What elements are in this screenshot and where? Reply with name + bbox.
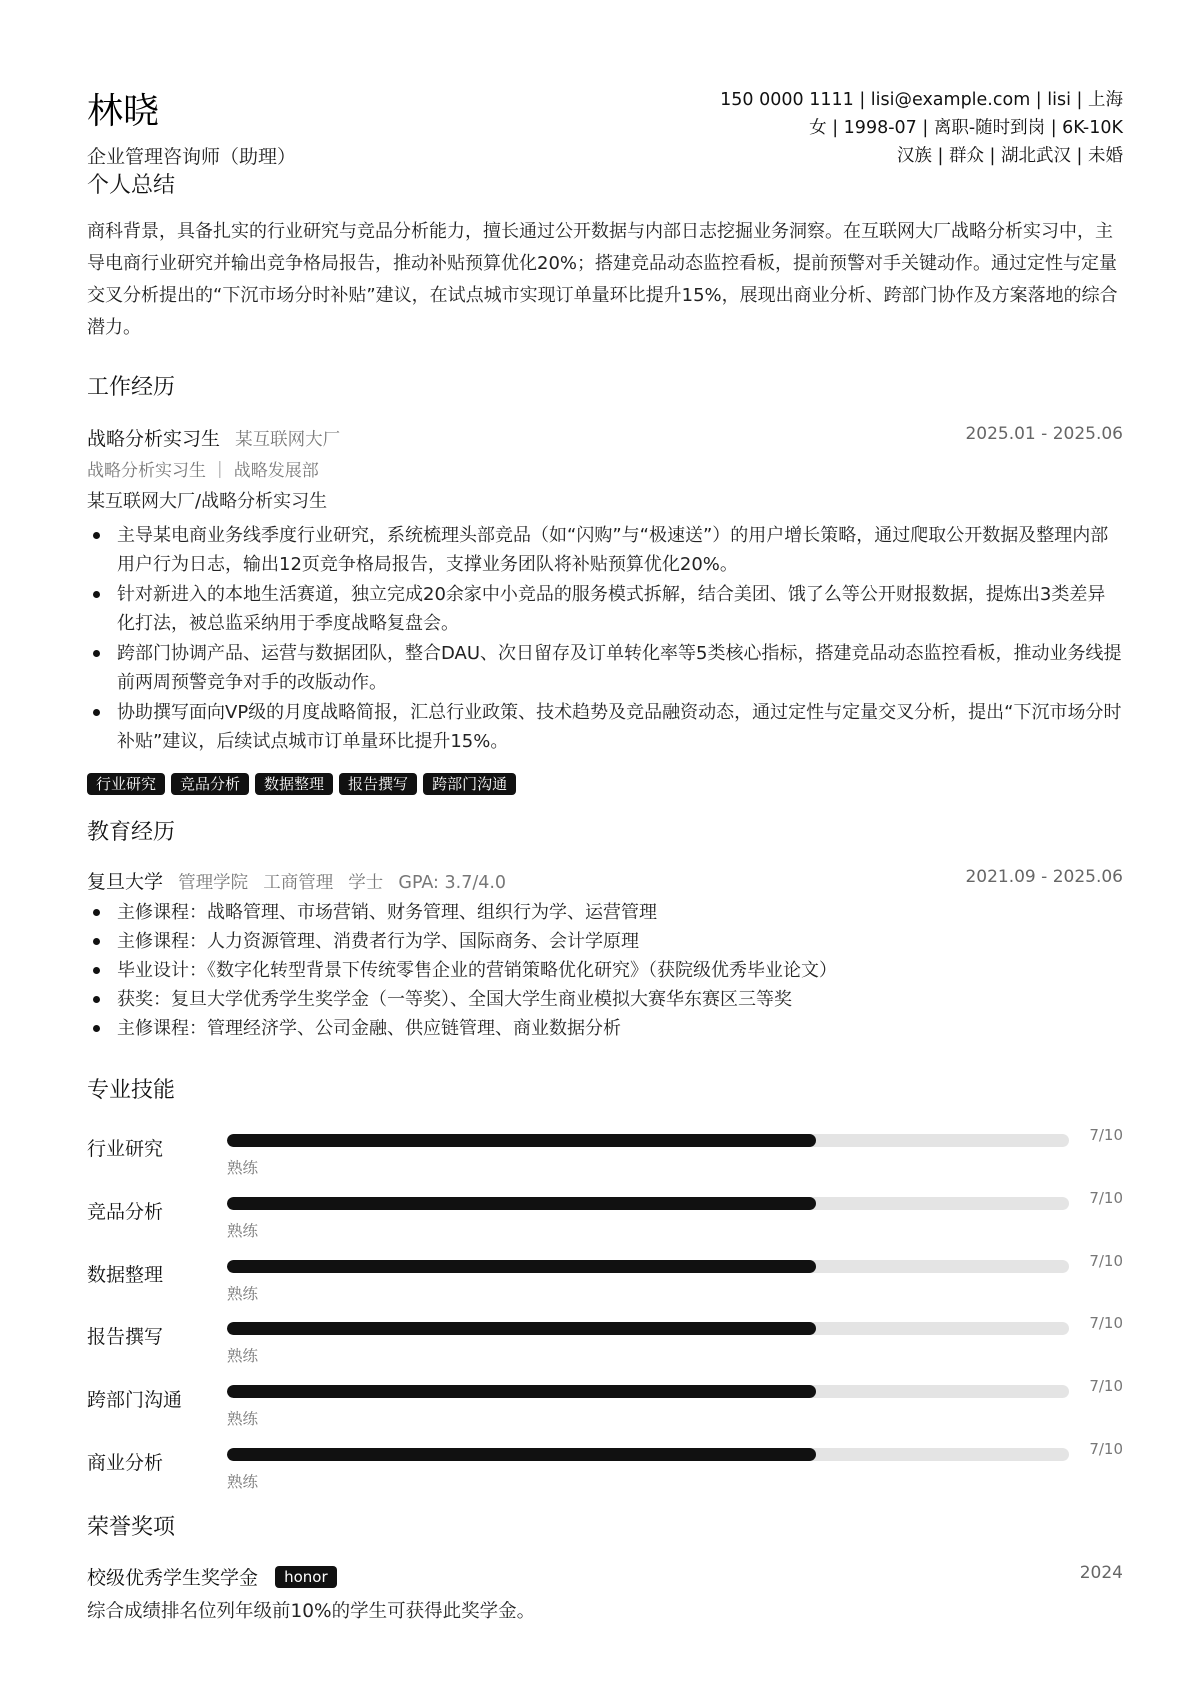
skill-name: 行业研究 (87, 1138, 164, 1160)
tag: 行业研究 (87, 773, 165, 795)
skill-level: 熟练 (227, 1285, 259, 1303)
list-item: 主修课程：管理经济学、公司金融、供应链管理、商业数据分析 (117, 1014, 1123, 1043)
education-dates: 2021.09 - 2025.06 (965, 867, 1123, 887)
skill-bar-fill (227, 1322, 816, 1335)
skill-score: 7/10 (1089, 1189, 1123, 1207)
skill-bar-fill (227, 1448, 816, 1461)
section-title-summary: 个人总结 (87, 173, 176, 198)
job-tags (87, 773, 516, 795)
education-header (87, 867, 1123, 894)
contact-line: 150 0000 1111 | lisi@example.com | lisi | 上海 (720, 90, 1123, 110)
skill-score: 7/10 (1089, 1252, 1123, 1270)
skill-level: 熟练 (227, 1347, 259, 1365)
degree: 学士 (348, 873, 384, 893)
skill-score: 7/10 (1089, 1314, 1123, 1332)
skill-name: 报告撰写 (87, 1326, 164, 1348)
section-title-work: 工作经历 (87, 375, 176, 400)
job-header (87, 424, 1123, 451)
list-item: 主修课程：战略管理、市场营销、财务管理、组织行为学、运营管理 (117, 898, 1123, 927)
summary-text: 商科背景，具备扎实的行业研究与竞品分析能力，擅长通过公开数据与内部日志挖掘业务洞察。在互联网大厂战略分析实习中，主导电商行业研究并输出竞争格局报告，推动补贴预算优化20%；搭建竞品动态监控看板，提前预警对手关键动作。通过定性与定量交叉分析提出的“下沉市场分时补贴”建议，在试点城市实现订单量环比提升15%，展现出商业分析、跨部门协作及方案落地的综合潜力。 (87, 221, 1118, 338)
job-position: 战略分析实习生 (87, 428, 221, 450)
skill-name: 跨部门沟通 (87, 1389, 183, 1411)
job-bullets (87, 521, 1123, 757)
contact-line: 汉族 | 群众 | 湖北武汉 | 未婚 (896, 146, 1123, 166)
candidate-role: 企业管理咨询师（助理） (87, 146, 297, 168)
skill-name: 竞品分析 (87, 1201, 164, 1223)
skill-row (87, 1440, 1123, 1500)
skill-level: 熟练 (227, 1159, 259, 1177)
tag: 跨部门沟通 (423, 773, 516, 795)
job-subline: 战略分析实习生 ｜ 战略发展部 (87, 461, 319, 481)
tag: 报告撰写 (339, 773, 417, 795)
honor-header (87, 1563, 1123, 1590)
skill-level: 熟练 (227, 1222, 259, 1240)
skill-bar-track (227, 1385, 1069, 1398)
tag: 数据整理 (255, 773, 333, 795)
list-item: 主导某电商业务线季度行业研究，系统梳理头部竞品（如“闪购”与“极速送”）的用户增长策略，通过爬取公开数据及整理内部用户行为日志，输出12页竞争格局报告，支撑业务团队将补贴预算优化20%。 (117, 521, 1123, 579)
education-bullets (87, 898, 1123, 1043)
major: 工商管理 (263, 873, 334, 893)
skill-bar-track (227, 1134, 1069, 1147)
job-dates: 2025.01 - 2025.06 (965, 424, 1123, 444)
list-item: 协助撰写面向VP级的月度战略简报，汇总行业政策、技术趋势及竞品融资动态，通过定性与定量交叉分析，提出“下沉市场分时补贴”建议，后续试点城市订单量环比提升15%。 (117, 698, 1123, 756)
skill-score: 7/10 (1089, 1440, 1123, 1458)
skill-score: 7/10 (1089, 1126, 1123, 1144)
contact-line: 女 | 1998-07 | 离职-随时到岗 | 6K-10K (809, 118, 1123, 138)
list-item: 获奖：复旦大学优秀学生奖学金（一等奖）、全国大学生商业模拟大赛华东赛区三等奖 (117, 985, 1123, 1014)
college: 管理学院 (178, 873, 249, 893)
section-title-honors: 荣誉奖项 (87, 1515, 176, 1540)
skill-score: 7/10 (1089, 1377, 1123, 1395)
candidate-name: 林晓 (87, 91, 160, 132)
honor-description: 综合成绩排名位列年级前10%的学生可获得此奖学金。 (87, 1601, 536, 1622)
honor-name: 校级优秀学生奖学金 (87, 1567, 259, 1589)
list-item: 毕业设计：《数字化转型背景下传统零售企业的营销策略优化研究》（获院级优秀毕业论文） (117, 956, 1123, 985)
skill-name: 商业分析 (87, 1452, 164, 1474)
skill-bar-fill (227, 1260, 816, 1273)
tag: 竞品分析 (171, 773, 249, 795)
skill-bar-track (227, 1448, 1069, 1461)
skill-bar-fill (227, 1134, 816, 1147)
skill-bar-track (227, 1322, 1069, 1335)
honor-badge: honor (275, 1566, 337, 1588)
skill-row (87, 1189, 1123, 1249)
skill-bar-fill (227, 1197, 816, 1210)
skill-level: 熟练 (227, 1410, 259, 1428)
list-item: 主修课程：人力资源管理、消费者行为学、国际商务、会计学原理 (117, 927, 1123, 956)
skill-row (87, 1314, 1123, 1374)
skill-bar-track (227, 1260, 1069, 1273)
skill-row (87, 1377, 1123, 1437)
list-item: 针对新进入的本地生活赛道，独立完成20余家中小竞品的服务模式拆解，结合美团、饿了么等公开财报数据，提炼出3类差异化打法，被总监采纳用于季度战略复盘会。 (117, 580, 1123, 638)
gpa: GPA: 3.7/4.0 (398, 873, 507, 893)
section-title-education: 教育经历 (87, 820, 176, 845)
skill-bar-track (227, 1197, 1069, 1210)
honor-year: 2024 (1079, 1563, 1123, 1583)
skill-bar-fill (227, 1385, 816, 1398)
section-title-skills: 专业技能 (87, 1078, 176, 1103)
contact-info (720, 86, 1123, 170)
skill-level: 熟练 (227, 1473, 259, 1491)
skill-row (87, 1126, 1123, 1186)
job-company: 某互联网大厂 (235, 430, 341, 450)
list-item: 跨部门协调产品、运营与数据团队，整合DAU、次日留存及订单转化率等5类核心指标，搭建竞品动态监控看板，推动业务线提前两周预警竞争对手的改版动作。 (117, 639, 1123, 697)
skill-row (87, 1252, 1123, 1312)
school-name: 复旦大学 (87, 871, 164, 893)
skill-name: 数据整理 (87, 1264, 164, 1286)
job-org-line: 某互联网大厂/战略分析实习生 (87, 491, 328, 512)
